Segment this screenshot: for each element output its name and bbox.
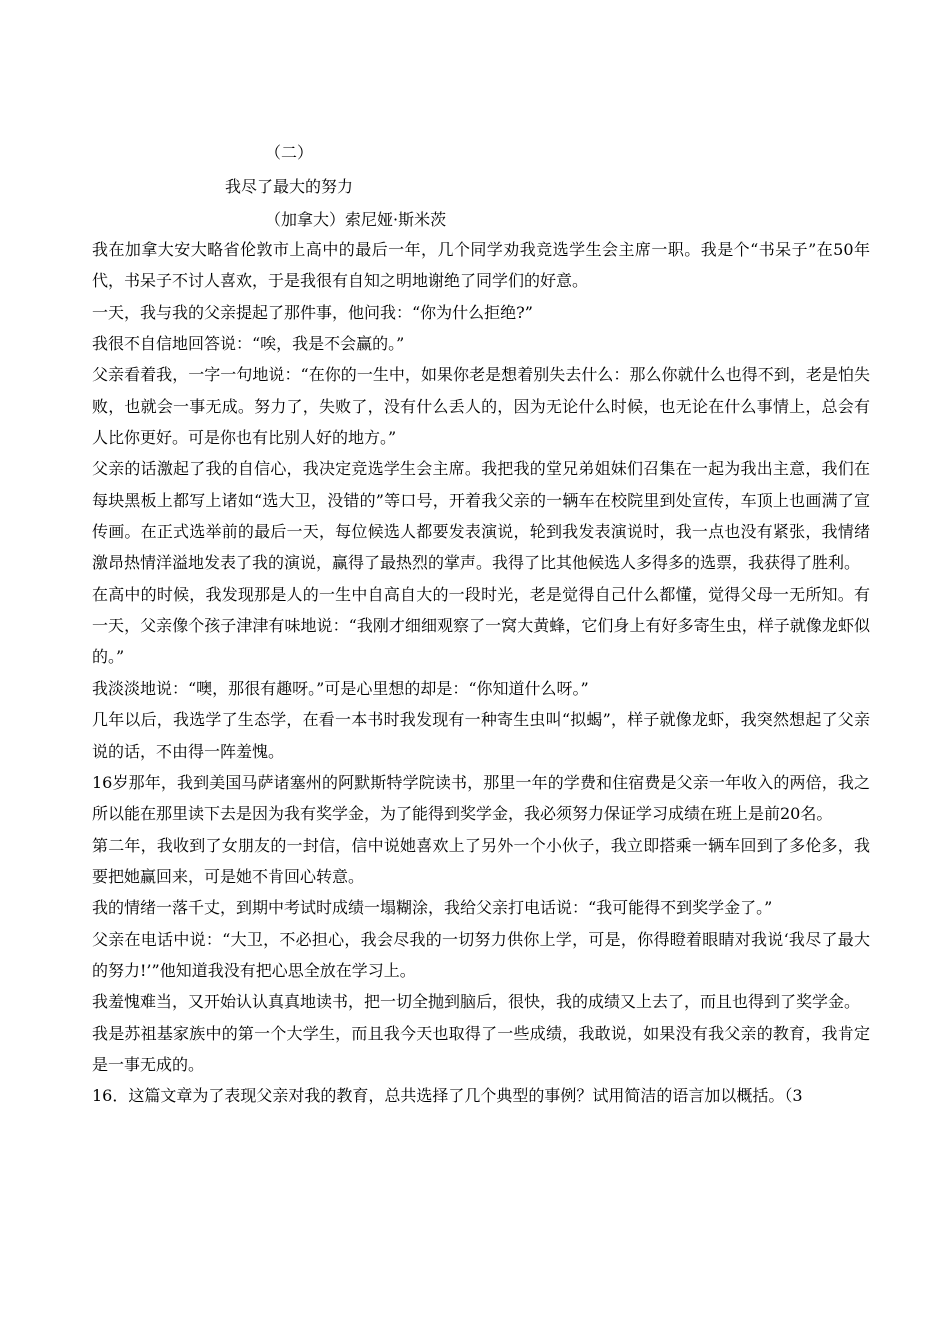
paragraph: 我是苏祖基家族中的第一个大学生，而且我今天也取得了一些成绩，我敢说，如果没有我父亲的教育，我肯定是一事无成的。 xyxy=(92,1023,870,1074)
paragraph: 第二年，我收到了女朋友的一封信，信中说她喜欢上了另外一个小伙子，我立即搭乘一辆车回到了多伦多，我要把她赢回来，可是她不肯回心转意。 xyxy=(92,835,870,886)
paragraph: 我羞愧难当，又开始认认真真地读书，把一切全抛到脑后，很快，我的成绩又上去了，而且也得到了奖学金。 xyxy=(92,992,861,1012)
paragraph: 我很不自信地回答说：“唉，我是不会赢的。” xyxy=(92,334,405,354)
paragraph: 我淡淡地说：“噢，那很有趣呀。”可是心里想的却是：“你知道什么呀。” xyxy=(92,678,589,698)
article-author: （加拿大）索尼娅·斯米茨 xyxy=(265,210,447,229)
paragraph: 一天，我与我的父亲提起了那件事，他问我：“你为什么拒绝?” xyxy=(92,302,533,322)
paragraph: 几年以后，我选学了生态学，在看一本书时我发现有一种寄生虫叫“拟蝎”，样子就像龙虾，我突然想起了父亲说的话，不由得一阵羞愧。 xyxy=(92,710,870,761)
paragraph: 父亲的话激起了我的自信心，我决定竞选学生会主席。我把我的堂兄弟姐妹们召集在一起为我出主意，我们在每块黑板上都写上诸如“选大卫，没错的”等口号，开着我父亲的一辆车在校院里到处宣传，车顶上也画满了宣传画。在正式选举前的最后一天，每位候选人都要发表演说，轮到我发表演说时，我一点也没有紧张，我情绪激昂热情洋溢地发表了我的演说，赢得了最热烈的掌声。我得了比其他候选人多得多的选票，我获得了胜利。 xyxy=(92,459,870,573)
paragraph: 在高中的时候，我发现那是人的一生中自高自大的一段时光，老是觉得自己什么都懂，觉得父母一无所知。有一天，父亲像个孩子津津有味地说：“我刚才细细观察了一窝大黄蜂，它们身上有好多寄生虫，样子就像龙虾似的。” xyxy=(92,584,870,667)
paragraph: 父亲看着我，一字一句地说：“在你的一生中，如果你老是想着别失去什么：那么你就什么也得不到，老是怕失败，也就会一事无成。努力了，失败了，没有什么丢人的，因为无论什么时候，也无论在什么事情上，总会有人比你更好。可是你也有比别人好的地方。” xyxy=(92,365,870,448)
question-16: 16．这篇文章为了表现父亲对我的教育，总共选择了几个典型的事例？试用简洁的语言加以概括。（3 xyxy=(92,1086,803,1106)
article-title: 我尽了最大的努力 xyxy=(225,177,354,196)
section-number: （二） xyxy=(265,143,314,162)
paragraph: 16岁那年，我到美国马萨诸塞州的阿默斯特学院读书，那里一年的学费和住宿费是父亲一年收入的两倍，我之所以能在那里读下去是因为我有奖学金，为了能得到奖学金，我必须努力保证学习成绩在班上是前20名。 xyxy=(92,772,870,824)
paragraph: 我在加拿大安大略省伦敦市上高中的最后一年，几个同学劝我竞选学生会主席一职。我是个“书呆子”在50年代，书呆子不讨人喜欢，于是我很有自知之明地谢绝了同学们的好意。 xyxy=(92,240,870,291)
paragraph: 父亲在电话中说：“大卫，不必担心，我会尽我的一切努力供你上学，可是，你得瞪着眼睛对我说‘我尽了最大的努力!’”他知道我没有把心思全放在学习上。 xyxy=(92,929,870,980)
article-body xyxy=(92,234,870,1112)
paragraph: 我的情绪一落千丈，到期中考试时成绩一塌糊涂，我给父亲打电话说：“我可能得不到奖学金了。” xyxy=(92,898,773,918)
